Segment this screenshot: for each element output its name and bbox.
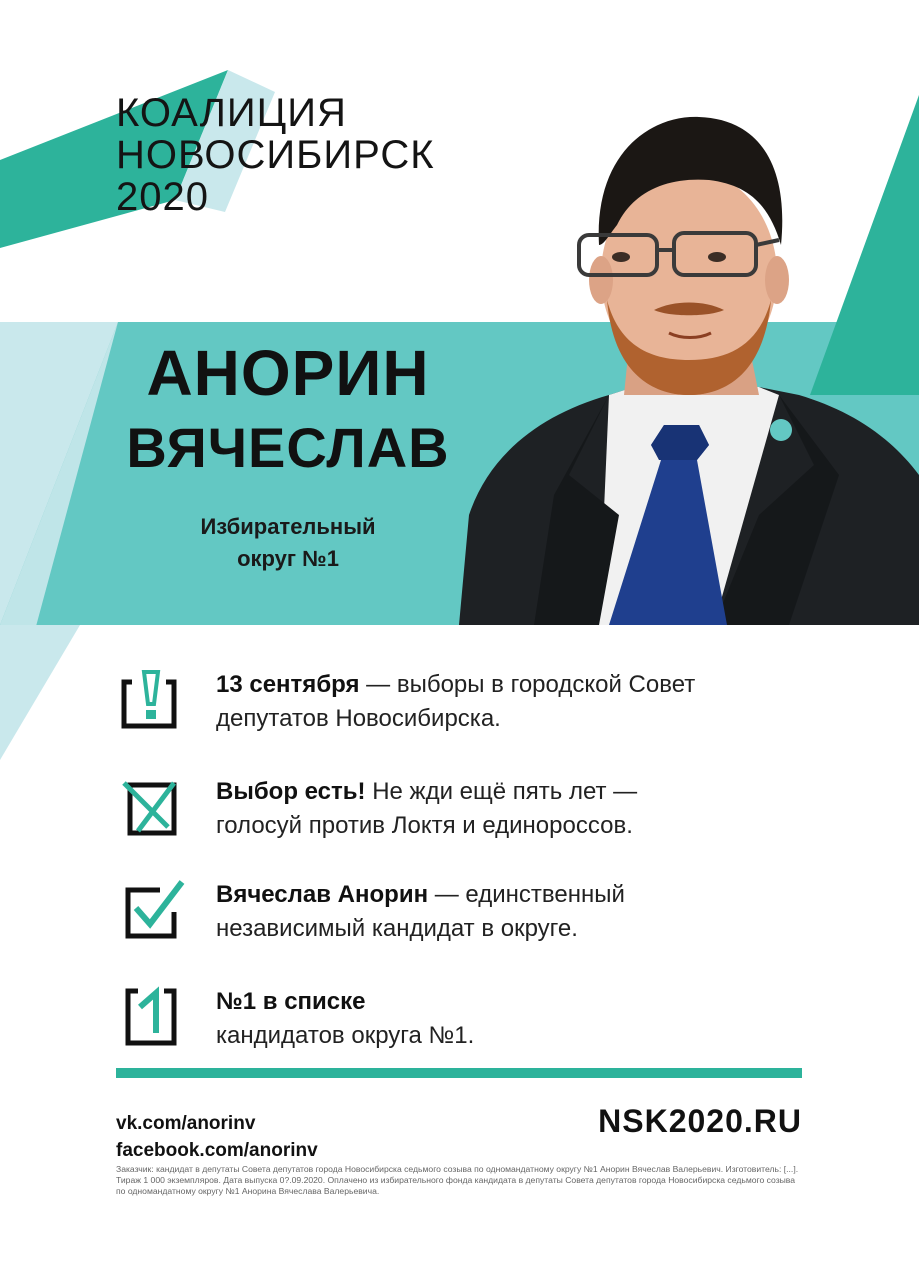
imprint-text: Заказчик: кандидат в депутаты Совета депутатов города Новосибирска седьмого созыва по одномандатному округу №1 Анорин Вячеслав Валерьевич. Изготовитель: [...]. Тираж 1 000 экземпляров. Дата выпуска 0?.09.2020. Оплачено из избирательного фонда кандидата в депутаты Совета депутатов города Новосибирска седьмого созыва по одномандатному округу №1 Анорина Вячеслава Валерьевича.: [116, 1164, 799, 1196]
item-1-line-1: — выборы в городской Совет: [359, 671, 696, 698]
vk-link[interactable]: vk.com/anorinv: [116, 1113, 256, 1134]
district-line-1: Избирательный: [200, 514, 376, 539]
exclamation-ballot-icon: [120, 668, 186, 734]
crossed-ballot-icon: [120, 775, 186, 841]
coalition-line-3: 2020: [116, 175, 209, 219]
website-link[interactable]: NSK2020.RU: [598, 1103, 802, 1139]
item-2-bold: Выбор есть!: [216, 778, 366, 805]
item-1-line-2: депутатов Новосибирска.: [216, 705, 501, 732]
district-line-2: округ №1: [237, 546, 339, 571]
item-2-line-2: голосуй против Локтя и единороссов.: [216, 812, 633, 839]
footer-divider: [116, 1068, 802, 1078]
candidate-first-name: ВЯЧЕСЛАВ: [126, 416, 450, 479]
lapel-pin: [770, 419, 792, 441]
candidate-surname: АНОРИН: [146, 337, 430, 409]
item-3-line-1: — единственный: [428, 881, 625, 908]
coalition-title: [116, 92, 435, 218]
pale-wedge-low: [0, 625, 80, 760]
social-links: [116, 1110, 318, 1164]
item-4-line-2: кандидатов округа №1.: [216, 1022, 475, 1049]
item-3-line-2: независимый кандидат в округе.: [216, 915, 578, 942]
checked-ballot-icon: [120, 878, 186, 944]
number-one-ballot-icon: [120, 985, 186, 1051]
facebook-link[interactable]: facebook.com/anorinv: [116, 1140, 318, 1161]
candidate-photo: [459, 95, 919, 625]
coalition-line-2: НОВОСИБИРСК: [116, 133, 435, 177]
item-2-line-1: Не жди ещё пять лет —: [365, 778, 638, 805]
electoral-district: [150, 511, 426, 575]
coalition-line-1: КОАЛИЦИЯ: [116, 91, 347, 135]
item-1-bold: 13 сентября: [216, 671, 360, 698]
item-4-bold: №1 в списке: [216, 988, 366, 1015]
item-3-bold: Вячеслав Анорин: [216, 881, 429, 908]
